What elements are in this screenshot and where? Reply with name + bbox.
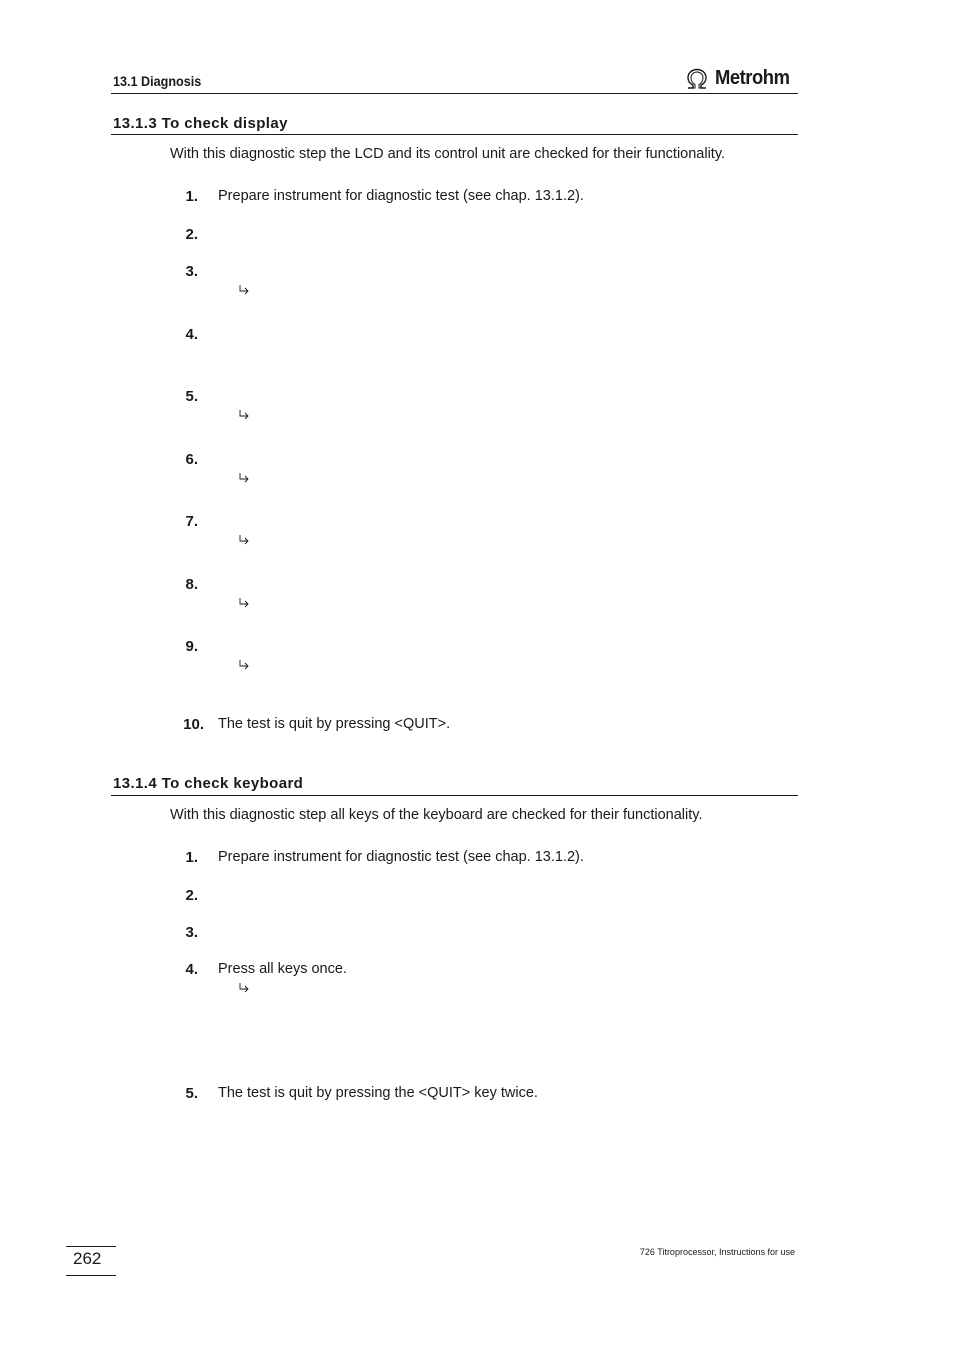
section-heading-display: 13.1.3 To check display <box>113 115 288 132</box>
step-number: 7. <box>185 513 198 530</box>
brand-logo <box>685 67 796 90</box>
result-arrow-icon <box>238 409 250 421</box>
result-arrow-icon <box>238 472 250 484</box>
step-number: 2. <box>185 226 198 243</box>
running-head: 13.1 Diagnosis <box>113 73 202 89</box>
step-number: 5. <box>185 1085 198 1102</box>
step-number: 9. <box>185 638 198 655</box>
step-text: The test is quit by pressing the <QUIT> key twice. <box>218 1085 538 1101</box>
section-rule-keyboard <box>111 795 798 796</box>
result-arrow-icon <box>238 597 250 609</box>
step-text: The test is quit by pressing <QUIT>. <box>218 716 451 732</box>
step-text: Prepare instrument for diagnostic test (see chap. 13.1.2). <box>218 188 584 204</box>
step-number: 1. <box>185 849 198 866</box>
step-number: 4. <box>185 961 198 978</box>
header-rule <box>111 93 798 94</box>
step-number: 10. <box>183 716 204 733</box>
result-arrow-icon <box>238 982 250 994</box>
step-text: Prepare instrument for diagnostic test (see chap. 13.1.2). <box>218 849 584 865</box>
result-arrow-icon <box>238 534 250 546</box>
step-number: 3. <box>185 263 198 280</box>
intro-keyboard: With this diagnostic step all keys of the keyboard are checked for their functionality. <box>170 807 703 823</box>
step-number: 3. <box>185 924 198 941</box>
step-number: 2. <box>185 887 198 904</box>
page-number-rule-bottom <box>66 1275 116 1276</box>
step-number: 6. <box>185 451 198 468</box>
step-number: 5. <box>185 388 198 405</box>
section-heading-keyboard: 13.1.4 To check keyboard <box>113 775 304 792</box>
section-rule-display <box>111 134 798 135</box>
page-number-rule-top <box>66 1246 116 1247</box>
step-number: 1. <box>185 188 198 205</box>
page-number: 262 <box>73 1249 102 1268</box>
step-number: 8. <box>185 576 198 593</box>
step-text: Press all keys once. <box>218 961 347 977</box>
document-title: 726 Titroprocessor, Instructions for use <box>639 1247 795 1257</box>
step-number: 4. <box>185 326 198 343</box>
result-arrow-icon <box>238 284 250 296</box>
intro-display: With this diagnostic step the LCD and its control unit are checked for their functionality. <box>170 146 726 162</box>
omega-logo-icon <box>685 68 709 90</box>
result-arrow-icon <box>238 659 250 671</box>
brand-name: Metrohm <box>715 67 790 89</box>
